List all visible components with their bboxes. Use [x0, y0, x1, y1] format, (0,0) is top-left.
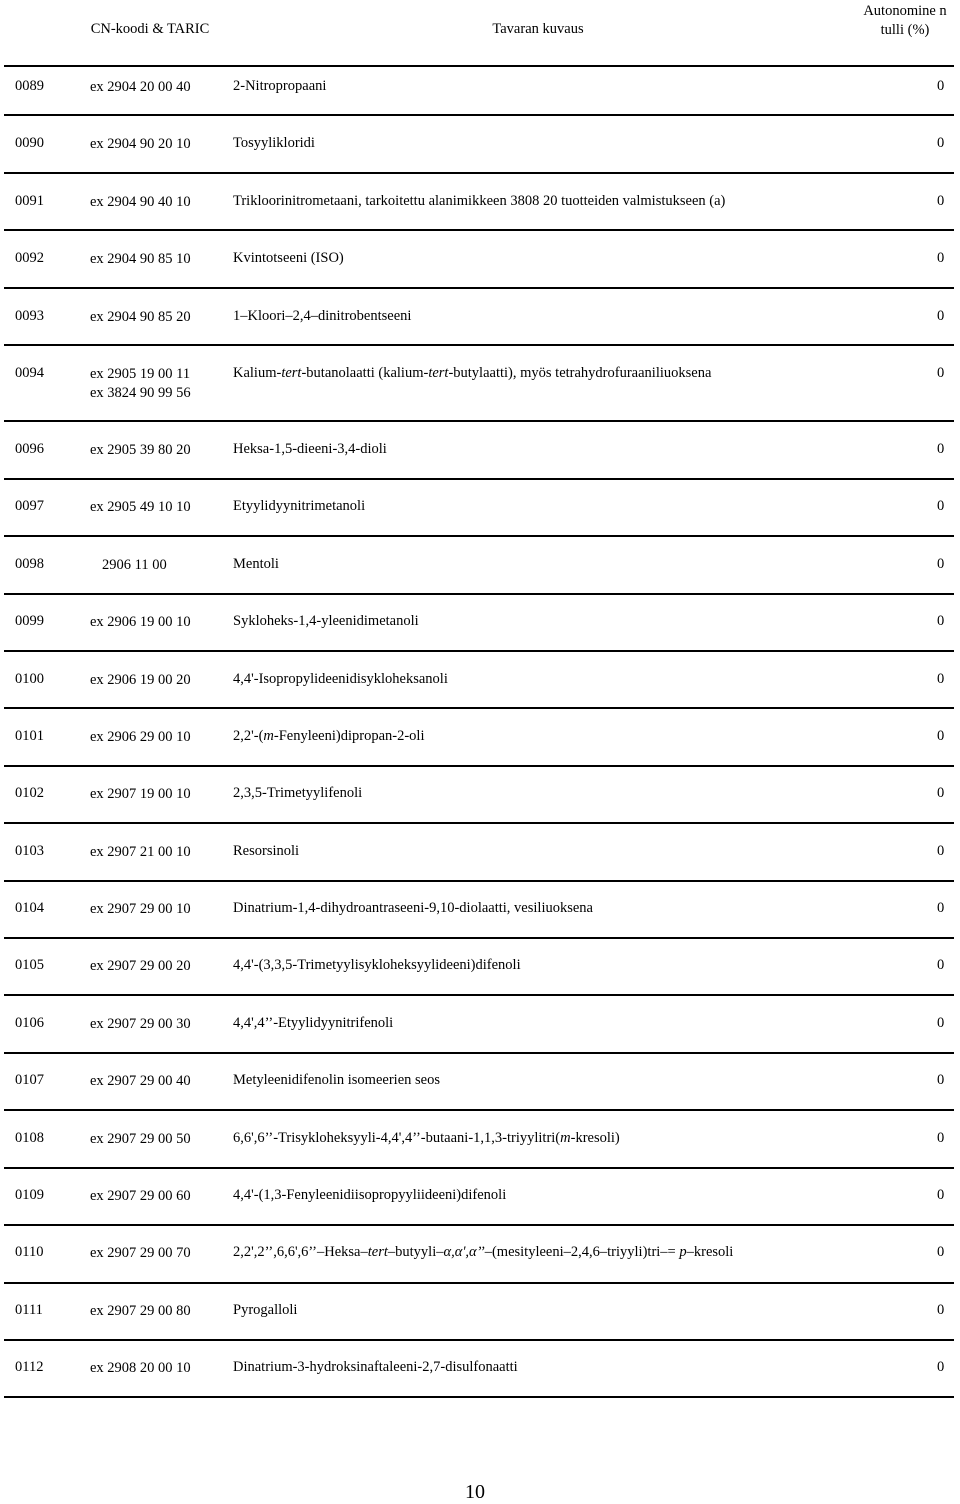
duty-rate: 0	[937, 613, 945, 629]
order-number: 0098	[15, 556, 44, 572]
header-cn-code: CN-koodi & TARIC	[90, 21, 210, 37]
description	[233, 365, 711, 382]
cn-code	[90, 498, 191, 517]
description: Dinatrium-3-hydroksinaftaleeni-2,7-disulfonaatti	[233, 1359, 518, 1375]
description: Kvintotseeni (ISO)	[233, 250, 344, 266]
row-divider	[4, 172, 954, 174]
order-number: 0094	[15, 365, 44, 381]
cn-code	[90, 957, 191, 976]
order-number: 0112	[15, 1359, 44, 1375]
order-number: 0105	[15, 957, 44, 973]
order-number: 0106	[15, 1015, 44, 1031]
order-number: 0097	[15, 498, 44, 514]
row-divider	[4, 994, 954, 996]
cn-code-line: ex 2907 19 00 10	[90, 786, 191, 802]
order-number: 0107	[15, 1072, 44, 1088]
description-part: -butylaatti), myös tetrahydrofuraaniliuoksena	[448, 365, 712, 381]
description: Tosyylikloridi	[233, 135, 315, 151]
order-number: 0110	[15, 1244, 44, 1260]
order-number: 0102	[15, 785, 44, 801]
row-divider	[4, 535, 954, 537]
order-number: 0109	[15, 1187, 44, 1203]
header-description: Tavaran kuvaus	[492, 21, 584, 37]
duty-rate: 0	[937, 1015, 945, 1031]
description-part: ‒kresoli	[686, 1244, 734, 1260]
duty-rate: 0	[937, 193, 945, 209]
row-divider	[4, 65, 954, 67]
row-divider	[4, 478, 954, 480]
cn-code-line: ex 2904 90 20 10	[90, 136, 191, 152]
order-number: 0091	[15, 193, 44, 209]
cn-code	[90, 843, 191, 862]
duty-rate: 0	[937, 498, 945, 514]
cn-code	[90, 135, 191, 154]
order-number: 0090	[15, 135, 44, 151]
duty-rate: 0	[937, 365, 945, 381]
order-number: 0089	[15, 78, 44, 94]
header-rate: Autonomine n tulli (%)	[863, 3, 947, 38]
description-part: -Fenyleeni)dipropan-2-oli	[273, 728, 425, 744]
cn-code-line: ex 2906 19 00 20	[90, 672, 191, 688]
cn-code	[102, 556, 167, 575]
cn-code	[90, 441, 191, 460]
row-divider	[4, 707, 954, 709]
cn-code	[90, 78, 191, 97]
order-number: 0096	[15, 441, 44, 457]
description-part: 2,2',2’’,6,6',6’’‒Heksa‒	[233, 1244, 368, 1260]
description-italic-part: tert	[428, 365, 449, 381]
description: Sykloheks-1,4-yleenidimetanoli	[233, 613, 419, 629]
cn-code	[90, 1359, 191, 1378]
description-italic-part: m	[263, 728, 274, 744]
description-italic-part: tert	[281, 365, 302, 381]
cn-code	[90, 1072, 191, 1091]
row-divider	[4, 765, 954, 767]
cn-code-line: ex 2906 19 00 10	[90, 614, 191, 630]
duty-rate: 0	[937, 308, 945, 324]
cn-code-line: ex 2907 29 00 10	[90, 901, 191, 917]
duty-rate: 0	[937, 1130, 945, 1146]
description: 4,4'-(3,3,5-Trimetyylisykloheksyylideeni)difenoli	[233, 957, 521, 973]
cn-code-line: ex 2907 29 00 70	[90, 1245, 191, 1261]
duty-rate: 0	[937, 135, 945, 151]
cn-code	[90, 1302, 191, 1321]
duty-rate: 0	[937, 1302, 945, 1318]
description-part: ‒butyyli‒	[387, 1244, 444, 1260]
duty-rate: 0	[937, 250, 945, 266]
row-divider	[4, 1339, 954, 1341]
row-divider	[4, 344, 954, 346]
description: 2-Nitropropaani	[233, 78, 327, 94]
row-divider	[4, 1396, 954, 1398]
description	[233, 1130, 620, 1147]
duty-rate: 0	[937, 900, 945, 916]
row-divider	[4, 420, 954, 422]
duty-rate: 0	[937, 728, 945, 744]
cn-code-line: ex 2907 29 00 20	[90, 958, 191, 974]
row-divider	[4, 287, 954, 289]
description: Heksa-1,5-dieeni-3,4-dioli	[233, 441, 387, 457]
order-number: 0093	[15, 308, 44, 324]
cn-code-line: ex 2907 29 00 30	[90, 1016, 191, 1032]
description: Pyrogalloli	[233, 1302, 298, 1318]
description-italic-part: tert	[367, 1244, 388, 1260]
cn-code-line: ex 2905 49 10 10	[90, 499, 191, 515]
cn-code	[90, 785, 191, 804]
cn-code	[90, 671, 191, 690]
duty-rate: 0	[937, 957, 945, 973]
description	[233, 728, 424, 745]
duty-rate: 0	[937, 441, 945, 457]
cn-code-line: ex 2907 29 00 40	[90, 1073, 191, 1089]
order-number: 0104	[15, 900, 44, 916]
description-italic-part: p	[679, 1244, 687, 1260]
description-part: 2,2'-(	[233, 728, 264, 744]
cn-code	[90, 1244, 191, 1263]
cn-code-line: ex 2904 90 85 10	[90, 251, 191, 267]
description: Resorsinoli	[233, 843, 300, 859]
duty-rate: 0	[937, 671, 945, 687]
row-divider	[4, 1109, 954, 1111]
description: 4,4'-(1,3-Fenyleenidiisopropyyliideeni)difenoli	[233, 1187, 507, 1203]
duty-rate: 0	[937, 1244, 945, 1260]
row-divider	[4, 593, 954, 595]
cn-code-line: 2906 11 00	[102, 557, 167, 573]
order-number: 0108	[15, 1130, 44, 1146]
cn-code-line: ex 2908 20 00 10	[90, 1360, 191, 1376]
description: 4,4'-Isopropylideenidisykloheksanoli	[233, 671, 448, 687]
description: Trikloorinitrometaani, tarkoitettu alanimikkeen 3808 20 tuotteiden valmistukseen (a)	[233, 193, 726, 209]
description-part: Kalium-	[233, 365, 282, 381]
row-divider	[4, 229, 954, 231]
description-part: 6,6',6’’-Trisykloheksyyli-4,4',4’’-butaani-1,1,3-triyylitri(	[233, 1130, 561, 1146]
description: 4,4',4’’-Etyylidyynitrifenoli	[233, 1015, 394, 1031]
table-header	[0, 0, 960, 66]
order-number: 0111	[15, 1302, 43, 1318]
page-number: 10	[465, 1481, 485, 1503]
cn-code	[90, 308, 191, 327]
cn-code-line: ex 2907 29 00 60	[90, 1188, 191, 1204]
order-number: 0100	[15, 671, 44, 687]
cn-code-line: ex 2905 19 00 11	[90, 366, 191, 382]
row-divider	[4, 880, 954, 882]
cn-code-line: ex 3824 90 99 56	[90, 385, 191, 401]
description	[233, 1244, 733, 1261]
cn-code-line: ex 2906 29 00 10	[90, 729, 191, 745]
cn-code	[90, 1015, 191, 1034]
cn-code	[90, 728, 191, 747]
duty-rate: 0	[937, 1072, 945, 1088]
description: Mentoli	[233, 556, 279, 572]
description: Dinatrium-1,4-dihydroantraseeni-9,10-diolaatti, vesiliuoksena	[233, 900, 593, 916]
description-italic-part: α,α',α’’	[443, 1244, 485, 1260]
description: 1‒Kloori‒2,4‒dinitrobentseeni	[233, 308, 412, 324]
order-number: 0103	[15, 843, 44, 859]
description: Metyleenidifenolin isomeerien seos	[233, 1072, 440, 1088]
description-part: ‒(mesityleeni‒2,4,6‒triyyli)tri‒=	[484, 1244, 680, 1260]
description: Etyylidyynitrimetanoli	[233, 498, 366, 514]
duty-rate: 0	[937, 78, 945, 94]
cn-code-line: ex 2904 20 00 40	[90, 79, 191, 95]
cn-code	[90, 900, 191, 919]
row-divider	[4, 937, 954, 939]
duty-rate: 0	[937, 1187, 945, 1203]
row-divider	[4, 1052, 954, 1054]
cn-code	[90, 250, 191, 269]
order-number: 0092	[15, 250, 44, 266]
order-number: 0101	[15, 728, 44, 744]
description-part: -butanolaatti (kalium-	[301, 365, 429, 381]
cn-code	[90, 365, 191, 403]
duty-rate: 0	[937, 785, 945, 801]
row-divider	[4, 822, 954, 824]
row-divider	[4, 114, 954, 116]
row-divider	[4, 1282, 954, 1284]
cn-code-line: ex 2907 21 00 10	[90, 844, 191, 860]
cn-code	[90, 1130, 191, 1149]
duty-rate: 0	[937, 843, 945, 859]
duty-rate: 0	[937, 556, 945, 572]
row-divider	[4, 1167, 954, 1169]
cn-code-line: ex 2907 29 00 50	[90, 1131, 191, 1147]
cn-code-line: ex 2904 90 40 10	[90, 194, 191, 210]
row-divider	[4, 650, 954, 652]
cn-code-line: ex 2905 39 80 20	[90, 442, 191, 458]
row-divider	[4, 1224, 954, 1226]
cn-code-line: ex 2904 90 85 20	[90, 309, 191, 325]
duty-rate: 0	[937, 1359, 945, 1375]
cn-code	[90, 193, 191, 212]
description-italic-part: m	[560, 1130, 571, 1146]
cn-code	[90, 1187, 191, 1206]
order-number: 0099	[15, 613, 44, 629]
cn-code	[90, 613, 191, 632]
cn-code-line: ex 2907 29 00 80	[90, 1303, 191, 1319]
description: 2,3,5-Trimetyylifenoli	[233, 785, 363, 801]
description-part: -kresoli)	[570, 1130, 620, 1146]
